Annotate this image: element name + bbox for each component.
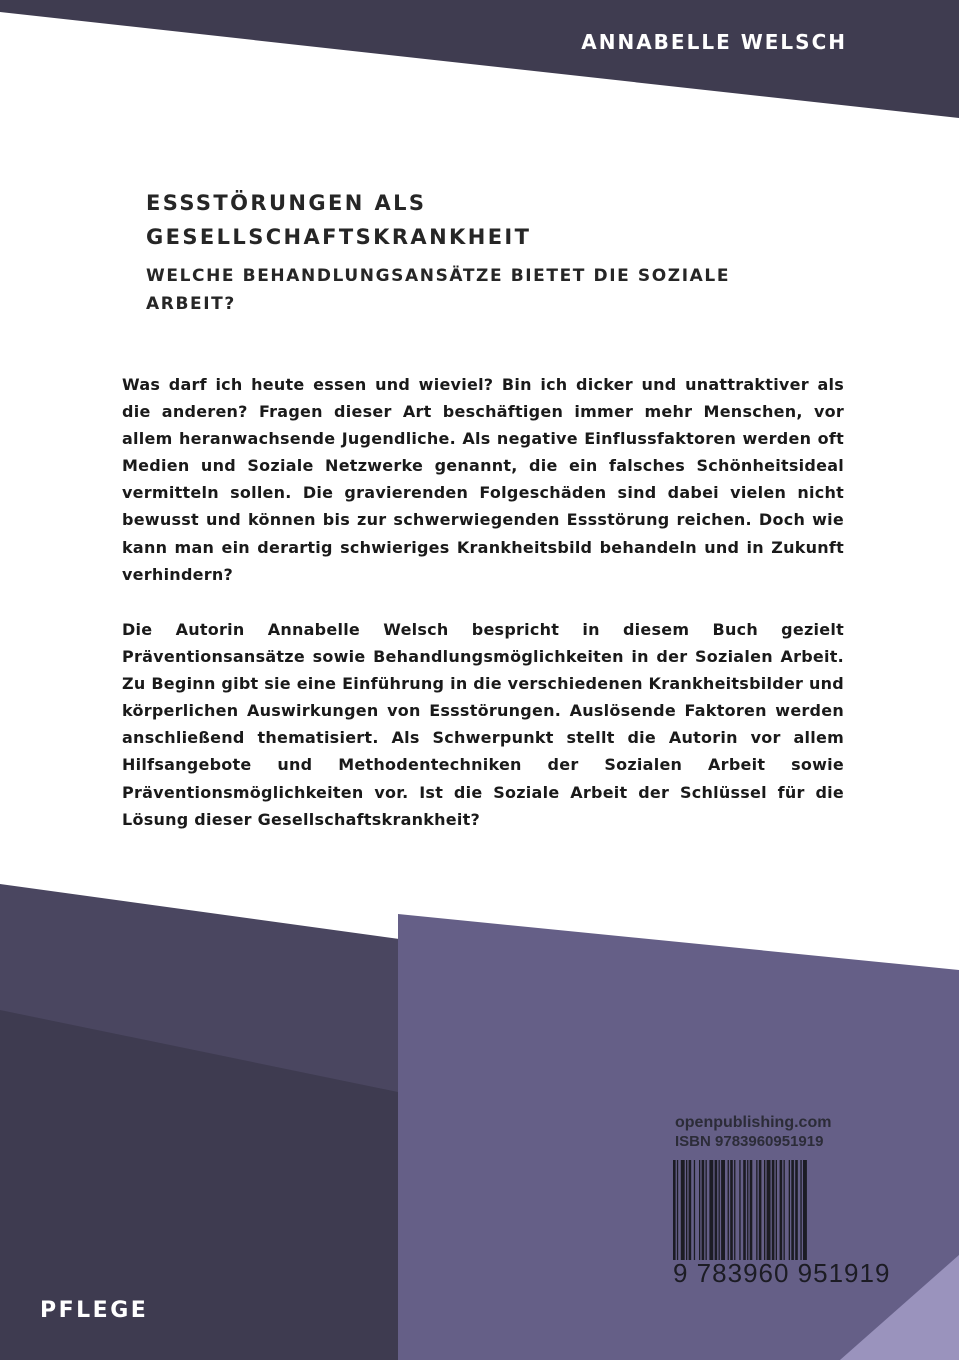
barcode-bar bbox=[734, 1160, 735, 1260]
barcode-bar bbox=[706, 1160, 707, 1260]
barcode-bar bbox=[803, 1160, 807, 1260]
barcode-bar bbox=[759, 1160, 762, 1260]
isbn-label: ISBN 9783960951919 bbox=[675, 1133, 824, 1150]
barcode-bar bbox=[677, 1160, 678, 1260]
barcode-bar bbox=[800, 1160, 801, 1260]
barcode-bar bbox=[764, 1160, 765, 1260]
barcode-bar bbox=[715, 1160, 718, 1260]
blurb-paragraph-1: Was darf ich heute essen und wieviel? Bin ich dicker und unattraktiver als die anderen? Fragen dieser Art beschäftigen immer mehr Menschen, vor allem heranwachsende Jugendliche. Als negative Einflussfaktoren werden oft Medien und Soziale Netzwerke genannt, die ein falsches Schönheitsideal vermitteln sollen. Die gravierenden Folgeschäden sind dabei vielen nicht bewusst und können bis zur schwerwiegenden Essstörung reichen. Doch wie kann man ein derartig schwieriges Krankheitsbild behandeln und in Zukunft verhindern? bbox=[122, 375, 844, 584]
barcode-bar bbox=[686, 1160, 687, 1260]
top-banner bbox=[0, 0, 959, 118]
book-title bbox=[146, 186, 786, 254]
barcode-bar bbox=[730, 1160, 733, 1260]
barcode-bar bbox=[743, 1160, 746, 1260]
subtitle-line-1: WELCHE BEHANDLUNGSANSÄTZE BIETET DIE SOZIALE bbox=[146, 266, 731, 286]
barcode-bar bbox=[767, 1160, 771, 1260]
barcode-bar bbox=[709, 1160, 713, 1260]
barcode-digits: 9 783960 951919 bbox=[673, 1258, 891, 1288]
series-label: PFLEGE bbox=[40, 1298, 149, 1323]
barcode-bar bbox=[681, 1160, 685, 1260]
barcode-bar bbox=[702, 1160, 705, 1260]
barcode-bar bbox=[699, 1160, 700, 1260]
barcode-bar bbox=[694, 1160, 695, 1260]
barcode-bar bbox=[747, 1160, 748, 1260]
barcode-bar bbox=[728, 1160, 729, 1260]
barcode-bar bbox=[791, 1160, 794, 1260]
subtitle-line-2: ARBEIT? bbox=[146, 294, 236, 314]
barcode bbox=[673, 1160, 895, 1260]
blurb-paragraph-2: Die Autorin Annabelle Welsch bespricht in diesem Buch gezielt Präventionsansätze sowie Behandlungsmöglichkeiten in der Sozialen Arbeit. Zu Beginn gibt sie eine Einführung in die verschiedenen Krankheitsbilder und körperlichen Auswirkungen von Essstörungen. Auslösende Faktoren werden anschließend thematisiert. Als Schwerpunkt stellt die Autorin vor allem Hilfsangebote und Methodentechniken der Sozialen Arbeit sowie Präventionsmöglichkeiten vor. Ist die Soziale Arbeit der Schlüssel für die Lösung dieser Gesellschaftskrankheit? bbox=[122, 620, 844, 829]
barcode-bar bbox=[721, 1160, 725, 1260]
barcode-bar bbox=[673, 1160, 676, 1260]
author-name: ANNABELLE WELSCH bbox=[581, 30, 847, 54]
barcode-bar bbox=[750, 1160, 753, 1260]
barcode-bar bbox=[784, 1160, 785, 1260]
book-subtitle bbox=[146, 262, 766, 318]
barcode-bar bbox=[756, 1160, 757, 1260]
barcode-bar bbox=[772, 1160, 775, 1260]
barcode-bar bbox=[776, 1160, 777, 1260]
barcode-bar bbox=[795, 1160, 798, 1260]
title-line-2: GESELLSCHAFTSKRANKHEIT bbox=[146, 225, 532, 249]
barcode-bar bbox=[739, 1160, 740, 1260]
publisher-url: openpublishing.com bbox=[675, 1114, 832, 1131]
barcode-bar bbox=[789, 1160, 790, 1260]
barcode-bar bbox=[719, 1160, 720, 1260]
barcode-bar bbox=[689, 1160, 692, 1260]
title-line-1: ESSSTÖRUNGEN ALS bbox=[146, 191, 427, 215]
barcode-bar bbox=[780, 1160, 783, 1260]
